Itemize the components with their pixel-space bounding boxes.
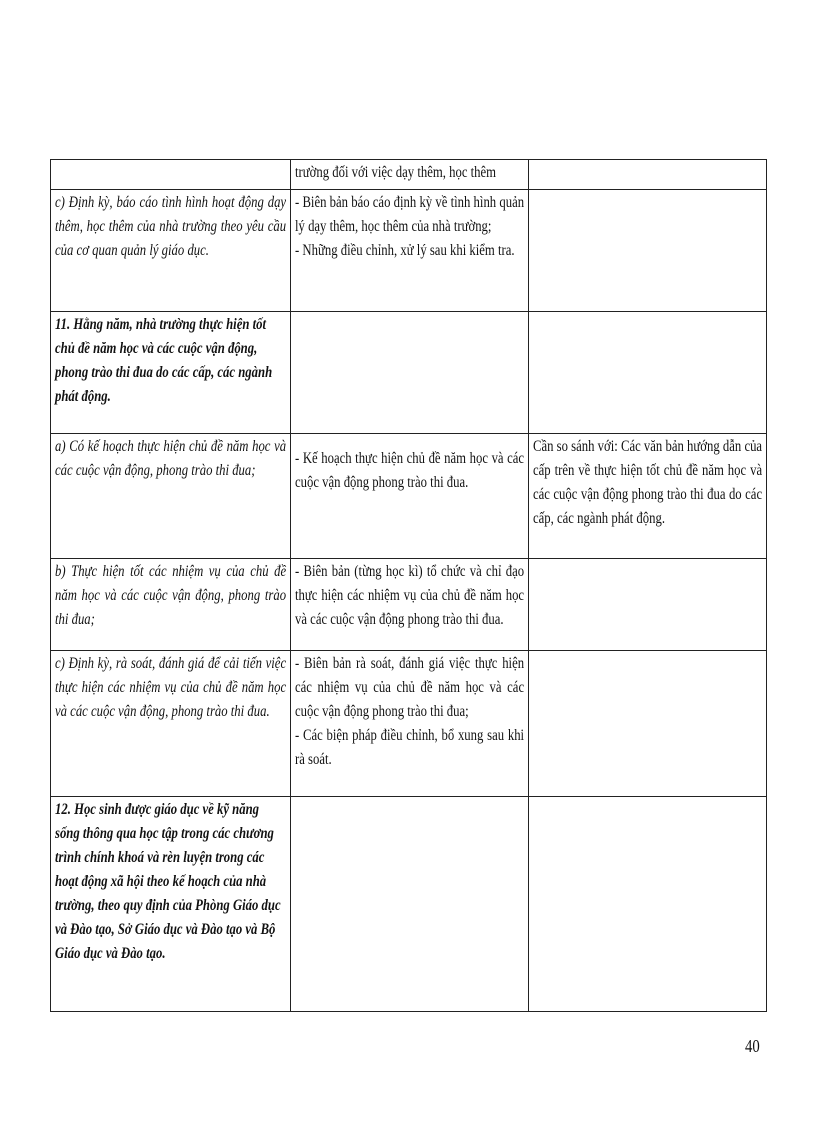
evidence-line: trường đối với việc dạy thêm, học thêm bbox=[295, 164, 497, 181]
note-cell bbox=[529, 190, 767, 312]
evidence-cell bbox=[291, 160, 529, 190]
criterion-cell: c) Định kỳ, báo cáo tình hình hoạt động dạy thêm, học thêm của nhà trường theo yêu cầu của cơ quan quản lý giáo dục. bbox=[51, 190, 291, 312]
evidence-cell bbox=[291, 559, 529, 651]
table-row bbox=[51, 651, 767, 797]
evidence-line: - Biên bản rà soát, đánh giá việc thực hiện các nhiệm vụ của chủ đề năm học và các cuộc vận động phong trào thi đua; bbox=[295, 655, 525, 720]
table-row bbox=[51, 797, 767, 1012]
criterion-cell: c) Định kỳ, rà soát, đánh giá để cải tiến việc thực hiện các nhiệm vụ của chủ đề năm học và các cuộc vận động, phong trào thi đua. bbox=[51, 651, 291, 797]
criterion-cell bbox=[51, 160, 291, 190]
evidence-cell bbox=[291, 312, 529, 434]
evidence-line: - Kế hoạch thực hiện chủ đề năm học và các cuộc vận động phong trào thi đua. bbox=[295, 450, 525, 491]
criterion-cell: b) Thực hiện tốt các nhiệm vụ của chủ đề năm học và các cuộc vận động, phong trào thi đua; bbox=[51, 559, 291, 651]
note-cell bbox=[529, 559, 767, 651]
evidence-cell bbox=[291, 797, 529, 1012]
table-row bbox=[51, 190, 767, 312]
evidence-cell bbox=[291, 651, 529, 797]
evidence-line: - Những điều chỉnh, xử lý sau khi kiểm tra. bbox=[295, 242, 515, 259]
evidence-line: - Các biện pháp điều chỉnh, bổ xung sau khi rà soát. bbox=[295, 727, 525, 768]
note-cell bbox=[529, 312, 767, 434]
evidence-line: - Biên bản (từng học kì) tổ chức và chỉ đạo thực hiện các nhiệm vụ của chủ đề năm học và các cuộc vận động phong trào thi đua. bbox=[295, 563, 525, 628]
table-row bbox=[51, 312, 767, 434]
note-cell bbox=[529, 797, 767, 1012]
table-row bbox=[51, 559, 767, 651]
evidence-cell bbox=[291, 434, 529, 559]
note-cell bbox=[529, 160, 767, 190]
evaluation-table bbox=[50, 159, 767, 1012]
table-row bbox=[51, 160, 767, 190]
evidence-cell bbox=[291, 190, 529, 312]
criterion-heading-cell: 12. Học sinh được giáo dục về kỹ năng sống thông qua học tập trong các chương trình chính khoá và rèn luyện trong các hoạt động xã hội theo kế hoạch của nhà trường, theo quy định của Phòng Giáo dục và Đào tạo, Sở Giáo dục và Đào tạo và Bộ Giáo dục và Đào tạo. bbox=[51, 797, 291, 1012]
table-row bbox=[51, 434, 767, 559]
note-cell bbox=[529, 651, 767, 797]
evidence-line: - Biên bản báo cáo định kỳ về tình hình quản lý dạy thêm, học thêm của nhà trường; bbox=[295, 194, 525, 235]
criterion-heading-cell: 11. Hằng năm, nhà trường thực hiện tốt chủ đề năm học và các cuộc vận động, phong trào thi đua do các cấp, các ngành phát động. bbox=[51, 312, 291, 434]
note-cell: Cần so sánh với: Các văn bản hướng dẫn của cấp trên về thực hiện tốt chủ đề năm học và các cuộc vận động phong trào thi đua do các cấp, các ngành phát động. bbox=[529, 434, 767, 559]
page-number: 40 bbox=[745, 1036, 760, 1056]
criterion-cell: a) Có kế hoạch thực hiện chủ đề năm học và các cuộc vận động, phong trào thi đua; bbox=[51, 434, 291, 559]
